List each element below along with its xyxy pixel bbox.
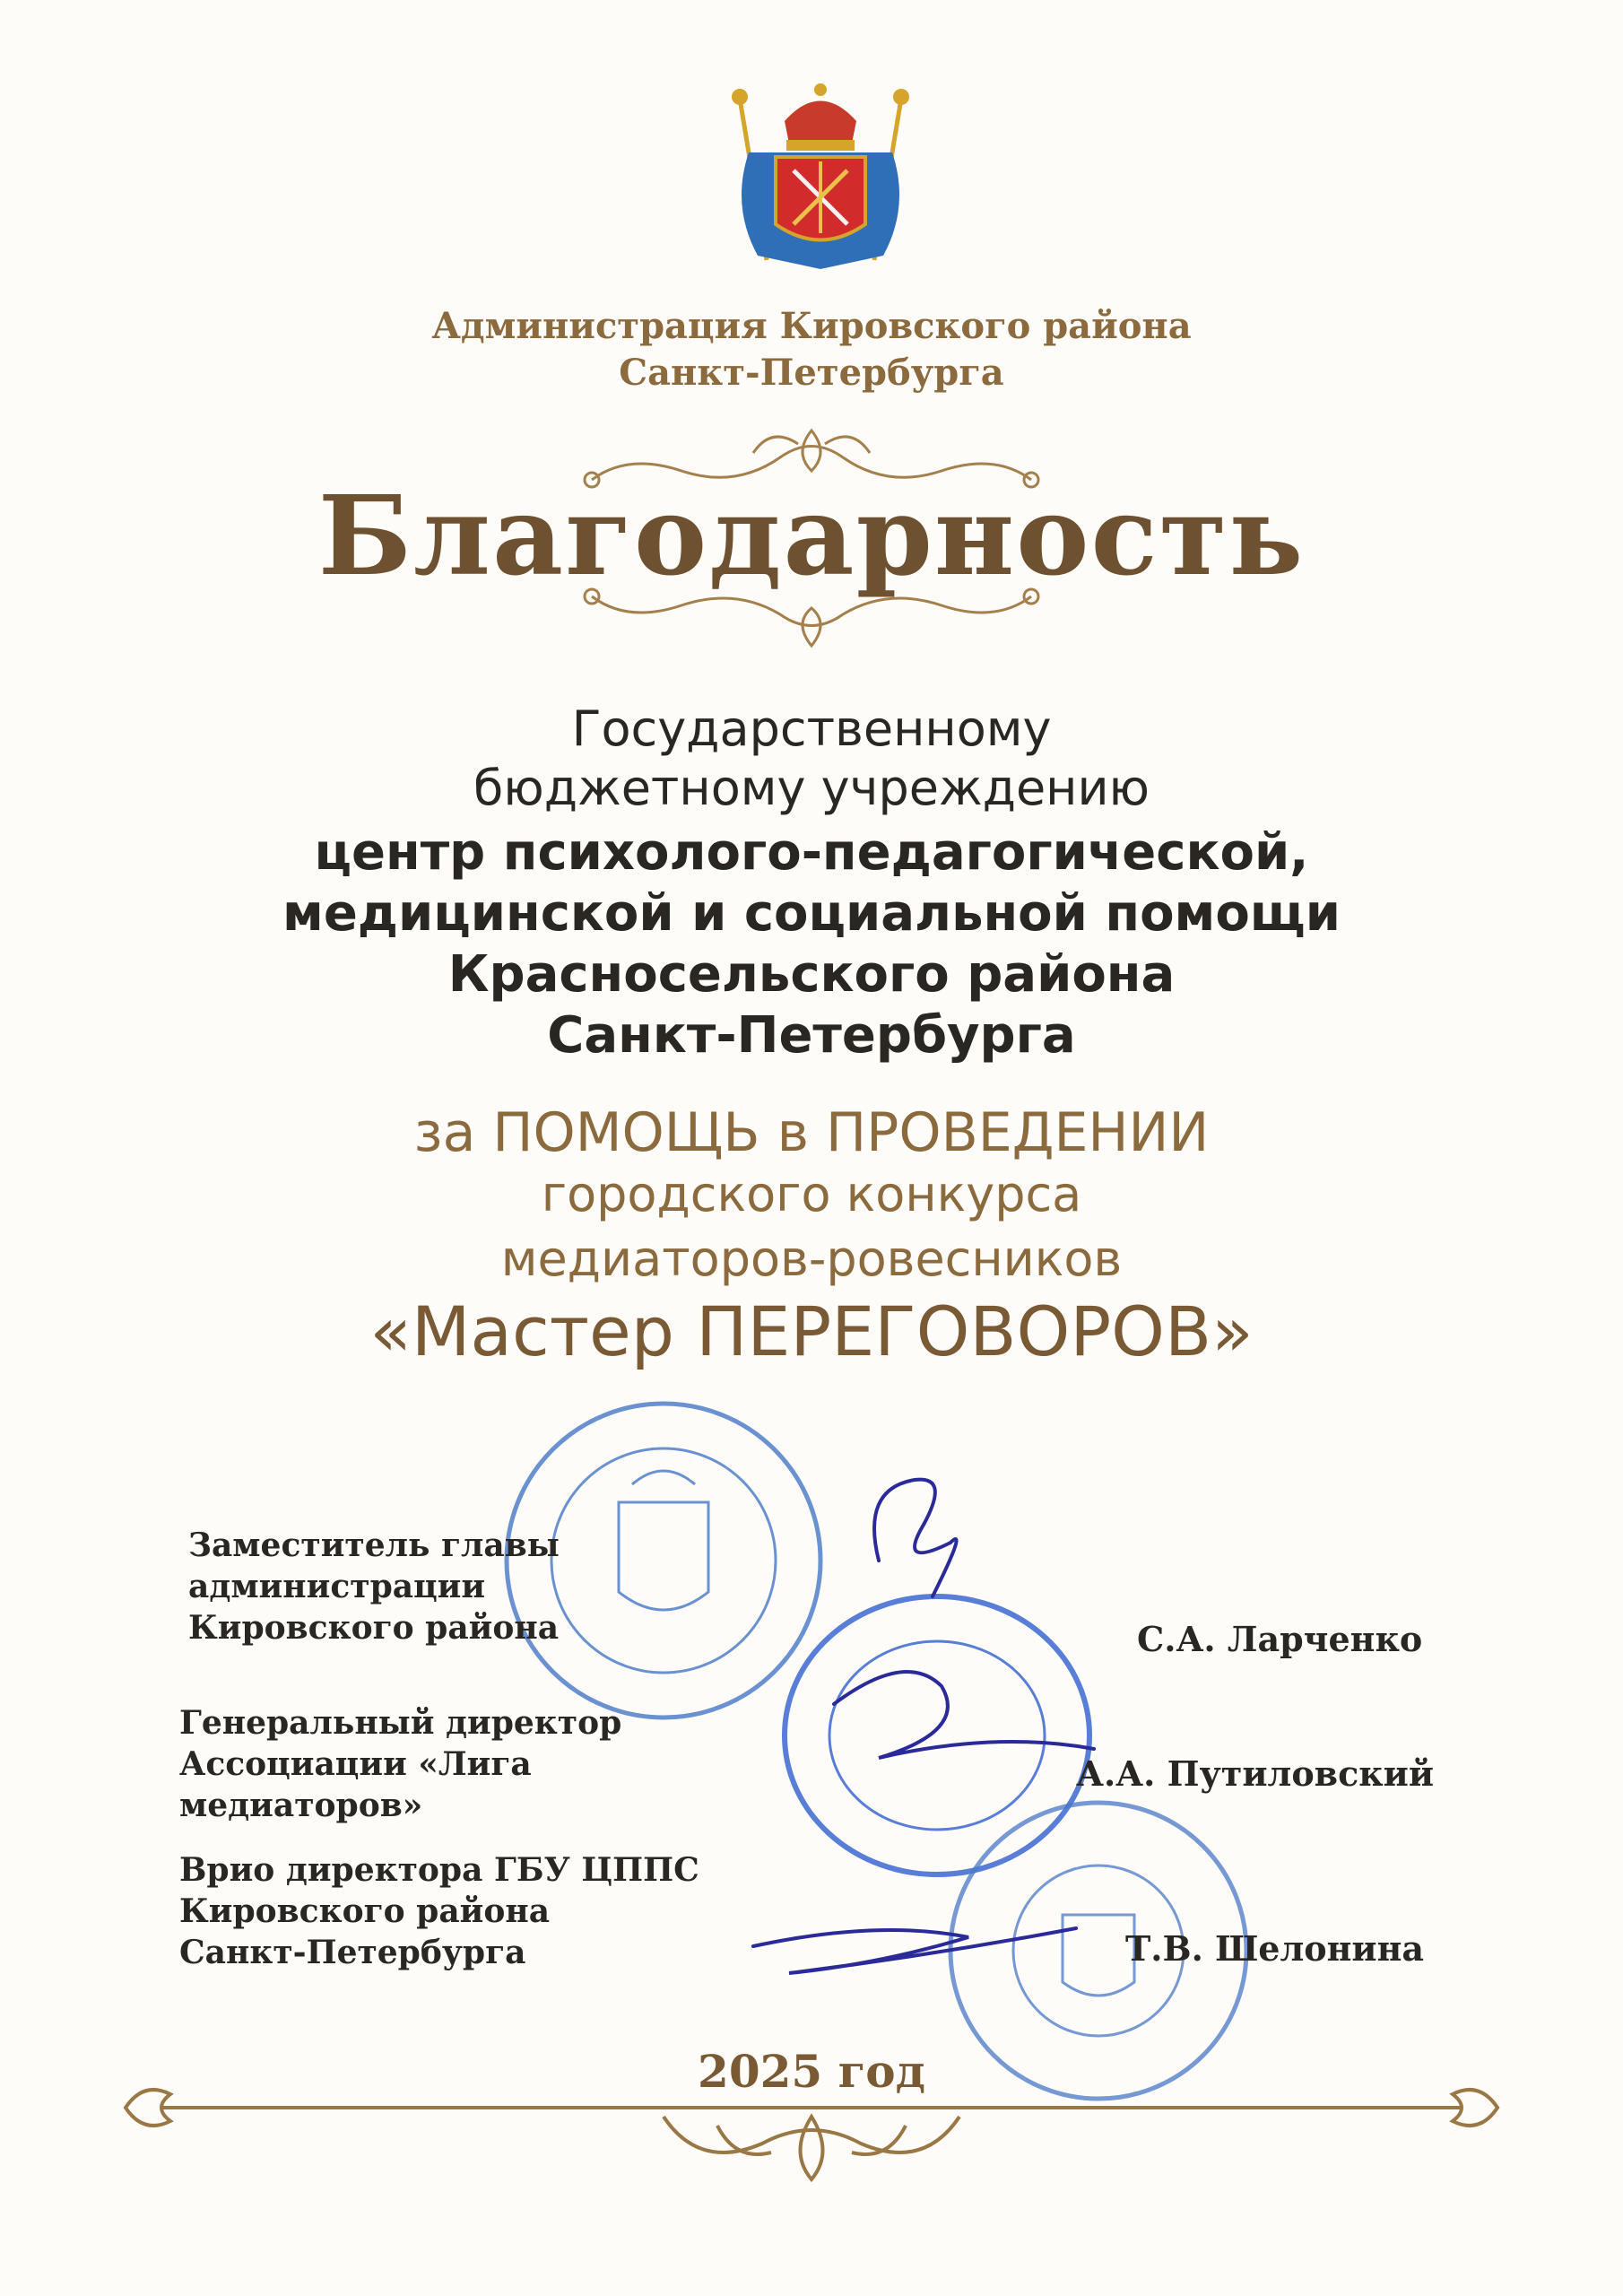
recipient-line-1: Государственному [571, 700, 1052, 757]
signatory-3-position-line-1: Врио директора ГБУ ЦППС [179, 1851, 699, 1889]
signatory-3-position-line-3: Санкт-Петербурга [179, 1934, 526, 1971]
issuer-line-1: Администрация Кировского района [431, 305, 1192, 347]
signatory-1-position-line-1: Заместитель главы [188, 1526, 560, 1564]
document-year: 2025 год [698, 2045, 925, 2098]
issuer-line-2: Санкт-Петербурга [619, 352, 1004, 394]
reason-line-3: медиаторов-ровесников [500, 1231, 1123, 1287]
recipient-line-5: Красносельского района [447, 945, 1176, 1004]
document-title: Благодарность [317, 471, 1306, 600]
signatory-2-name: А.А. Путиловский [1076, 1753, 1435, 1794]
signatory-2-position-line-2: Ассоциации «Лига медиаторов» [179, 1745, 532, 1824]
contest-name: «Мастер ПЕРЕГОВОРОВ» [369, 1292, 1254, 1371]
recipient-line-6: Санкт-Петербурга [547, 1006, 1076, 1065]
ornament-under-title-icon [574, 583, 1049, 655]
signatory-1-position [188, 1525, 690, 1648]
signatory-1-position-line-3: Кировского района [188, 1609, 560, 1647]
reason-line-2: городского конкурса [541, 1166, 1082, 1222]
signatory-1-position-line-2: администрации [188, 1568, 486, 1605]
saint-petersburg-coat-of-arms-icon [713, 72, 928, 278]
signatory-2-position [179, 1702, 753, 1826]
signatory-3-position [179, 1849, 735, 1973]
signatory-3-name: Т.В. Шелонина [1125, 1928, 1425, 1969]
ornament-footer-icon [108, 2054, 1515, 2188]
recipient-line-3: центр психолого-педагогической, [314, 823, 1309, 882]
signatory-2-position-line-1: Генеральный директор [179, 1704, 622, 1742]
recipient-line-4: медицинской и социальной помощи [282, 884, 1341, 943]
recipient-line-2: бюджетному учреждению [473, 760, 1150, 816]
reason-line-1: за ПОМОЩЬ в ПРОВЕДЕНИИ [413, 1101, 1210, 1164]
signatory-1-name: С.А. Ларченко [1137, 1619, 1423, 1659]
signatory-3-position-line-2: Кировского района [179, 1892, 551, 1930]
